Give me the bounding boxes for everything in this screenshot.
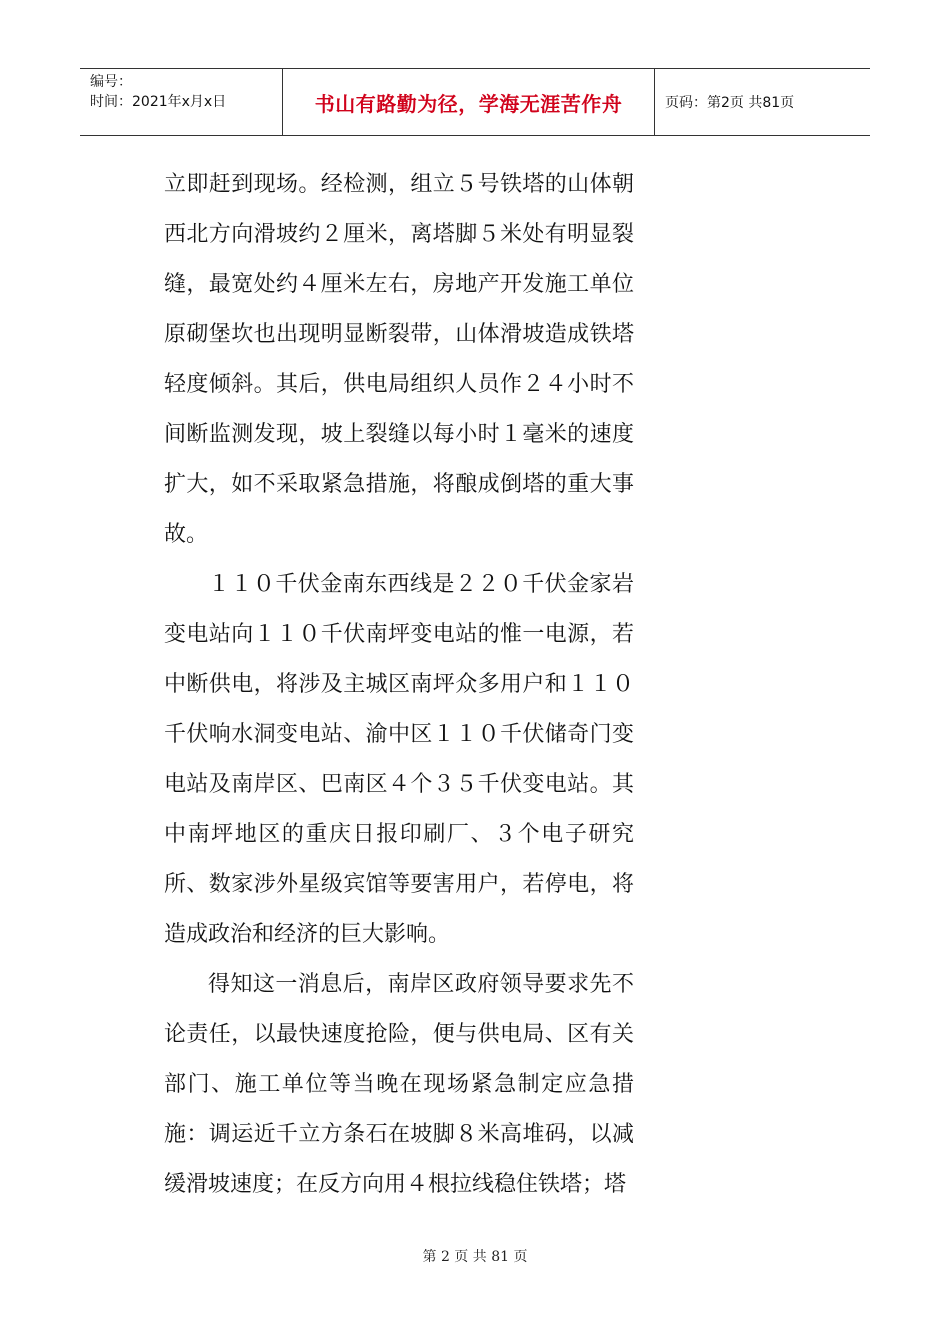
document-body <box>164 160 634 1210</box>
document-number-label: 编号： <box>90 74 132 90</box>
body-paragraph: 得知这一消息后，南岸区政府领导要求先不论责任，以最快速度抢险，便与供电局、区有关部门、施工单位等当晚在现场紧急制定应急措施：调运近千立方条石在坡脚８米高堆码，以减缓滑坡速度；在反方向用４根拉线稳住铁塔；塔 <box>164 972 634 1197</box>
body-paragraph: １１０千伏金南东西线是２２０千伏金家岩变电站向１１０千伏南坪变电站的惟一电源，若中断供电，将涉及主城区南坪众多用户和１１０千伏响水洞变电站、渝中区１１０千伏储奇门变电站及南岸区、巴南区４个３５千伏变电站。其中南坪地区的重庆日报印刷厂、３个电子研究所、数家涉外星级宾馆等要害用户，若停电，将造成政治和经济的巨大影响。 <box>164 572 634 947</box>
header-page-info: 页码：第2页 共81页 <box>665 95 795 111</box>
header-motto: 书山有路勤为径，学海无涯苦作舟 <box>314 91 623 116</box>
header-page-info-cell <box>655 69 870 135</box>
body-paragraph: 立即赶到现场。经检测，组立５号铁塔的山体朝西北方向滑坡约２厘米，离塔脚５米处有明显裂缝，最宽处约４厘米左右，房地产开发施工单位原砌堡坎也出现明显断裂带，山体滑坡造成铁塔轻度倾斜。其后，供电局组织人员作２４小时不间断监测发现，坡上裂缝以每小时１毫米的速度扩大，如不采取紧急措施，将酿成倒塔的重大事故。 <box>164 172 634 547</box>
header-meta <box>80 69 283 135</box>
page-footer: 第 2 页 共 81 页 <box>422 1249 528 1265</box>
document-date: 时间：2021年x月x日 <box>90 94 227 110</box>
header-motto-cell <box>283 69 655 135</box>
page-header <box>80 68 870 136</box>
